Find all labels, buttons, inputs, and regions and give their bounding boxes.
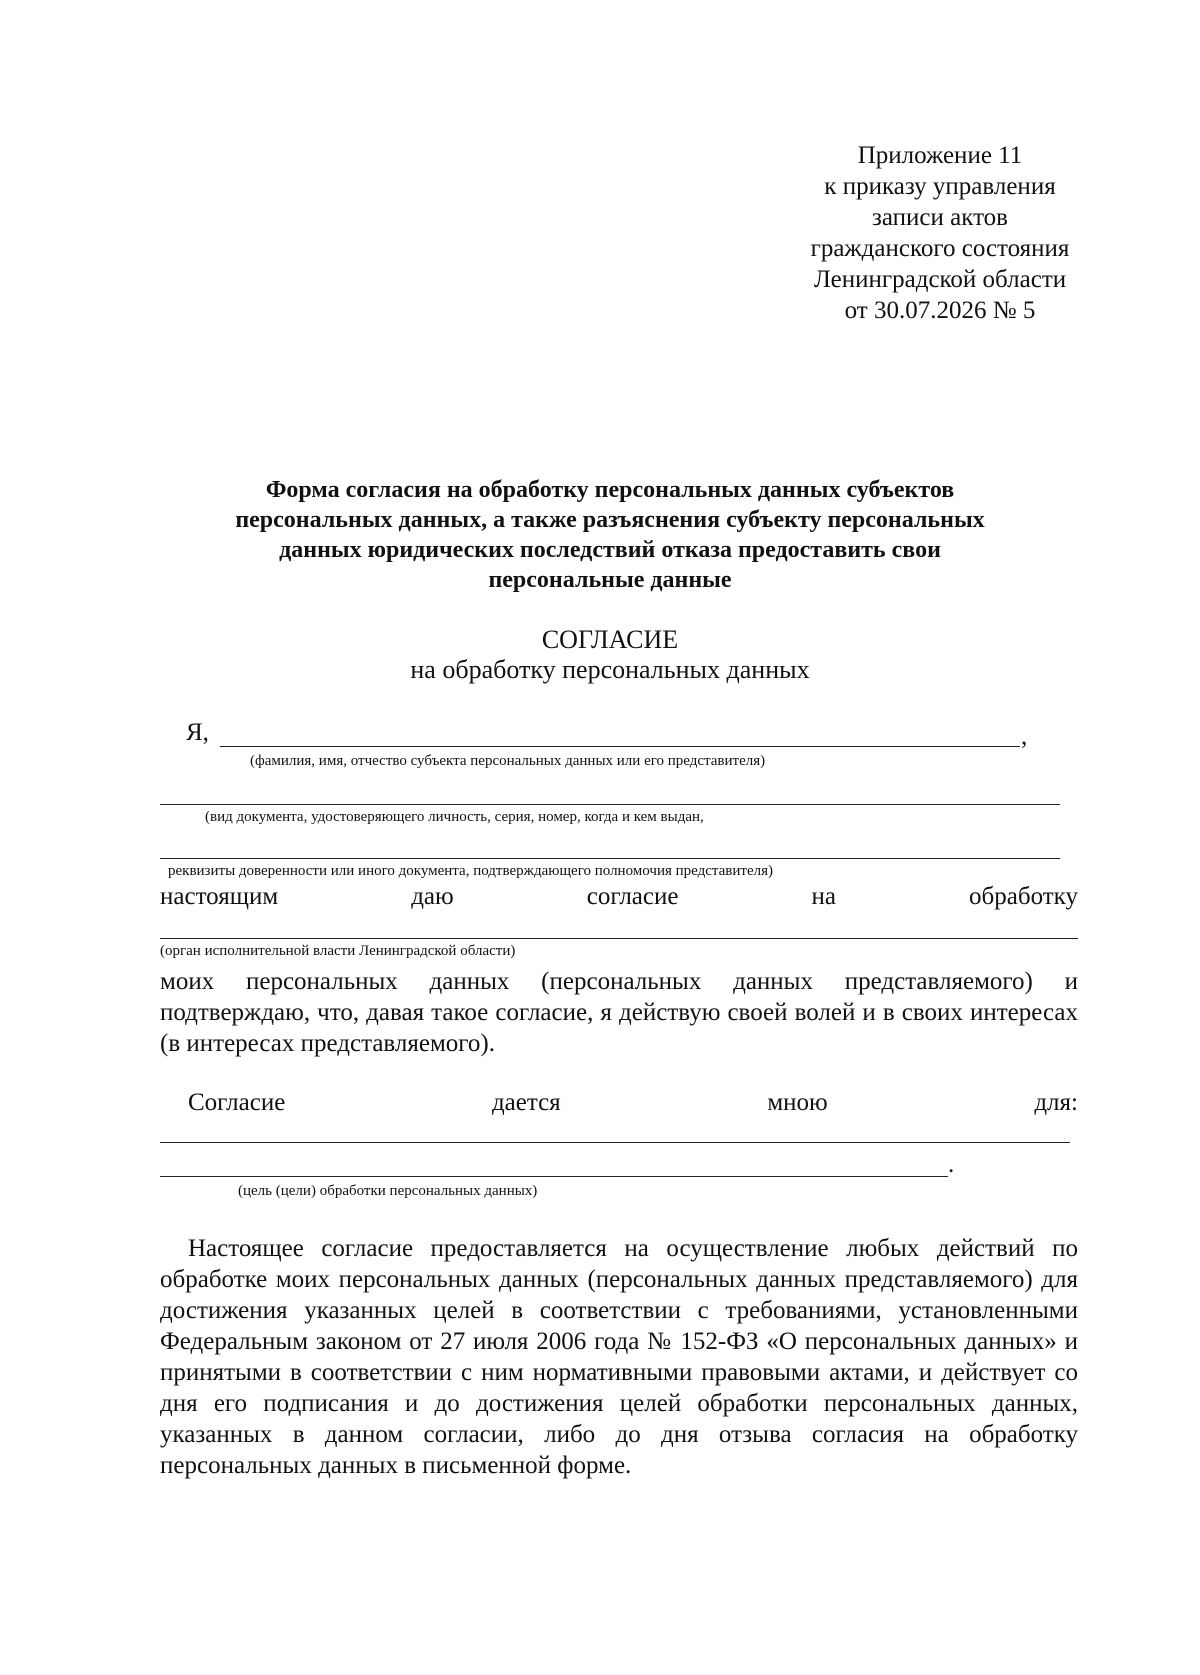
appendix-line: к приказу управления [824, 173, 1056, 200]
given-word: для: [1034, 1089, 1078, 1116]
hint-purpose: (цель (цели) обработки персональных данных) [238, 1183, 538, 1199]
give-word: настоящим [160, 883, 279, 910]
hint-power: реквизиты доверенности или иного документа, подтверждающего полномочия представителя) [168, 863, 773, 879]
form-title [150, 475, 1070, 595]
hint-document: (вид документа, удостоверяющего личность, серия, номер, когда и кем выдан, [205, 809, 704, 825]
appendix-line: Приложение 11 [857, 142, 1023, 169]
form-title-line: персональных данных, а также разъяснения субъекту персональных [235, 507, 985, 533]
given-word: дается [491, 1089, 561, 1116]
form-title-line: Форма согласия на обработку персональных данных субъектов [265, 477, 955, 503]
purpose-input-line-2[interactable] [160, 1176, 948, 1177]
form-title-line: данных юридических последствий отказа предоставить свои [279, 537, 941, 563]
consent-subheading: на обработку персональных данных [410, 655, 810, 684]
appendix-block [780, 140, 1100, 326]
i-suffix: , [1021, 723, 1028, 750]
organ-input-line[interactable] [160, 938, 1078, 939]
purpose-suffix: . [948, 1151, 955, 1178]
document-input-line[interactable] [160, 804, 1060, 805]
appendix-line: записи актов [872, 204, 1008, 231]
appendix-line: гражданского состояния [810, 235, 1070, 262]
fio-input-line[interactable] [220, 746, 1020, 747]
give-consent-row [160, 882, 1078, 912]
given-word: Согласие [188, 1089, 286, 1116]
consent-heading-block [150, 625, 1070, 685]
purpose-input-line-1[interactable] [160, 1142, 1070, 1143]
appendix-line: Ленинградской области [813, 266, 1067, 293]
give-word: согласие [586, 883, 679, 910]
given-word: мною [767, 1089, 828, 1116]
power-input-line[interactable] [160, 858, 1060, 859]
my-data-paragraph: моих персональных данных (персональных данных представляемого) и подтверждаю, что, давая такое согласие, я действую своей волей и в своих интересах (в интересах представляемого). [160, 968, 1078, 1057]
appendix-line: от 30.07.2026 № 5 [844, 297, 1036, 324]
give-word: даю [411, 883, 454, 910]
hint-organ: (орган исполнительной власти Ленинградской области) [160, 943, 516, 959]
give-word: на [811, 883, 836, 910]
consent-heading: СОГЛАСИЕ [541, 625, 679, 654]
hint-fio: (фамилия, имя, отчество субъекта персональных данных или его представителя) [250, 753, 766, 769]
i-prefix: Я, [186, 719, 209, 746]
given-row [188, 1088, 1078, 1118]
form-title-line: персональные данные [488, 567, 732, 593]
final-paragraph: Настоящее согласие предоставляется на осуществление любых действий по обработке моих персональных данных (персональных данных представляемого) для достижения указанных целей в соответствии с требованиями, установленными Федеральным законом от 27 июля 2006 года № 152-ФЗ «О персональных данных» и принятыми в соответствии с ним нормативными правовыми актами, и действует со дня его подписания и до достижения целей обработки персональных данных, указанных в данном согласии, либо до дня отзыва согласия на обработку персональных данных в письменной форме. [160, 1235, 1078, 1479]
give-word: обработку [969, 883, 1078, 910]
